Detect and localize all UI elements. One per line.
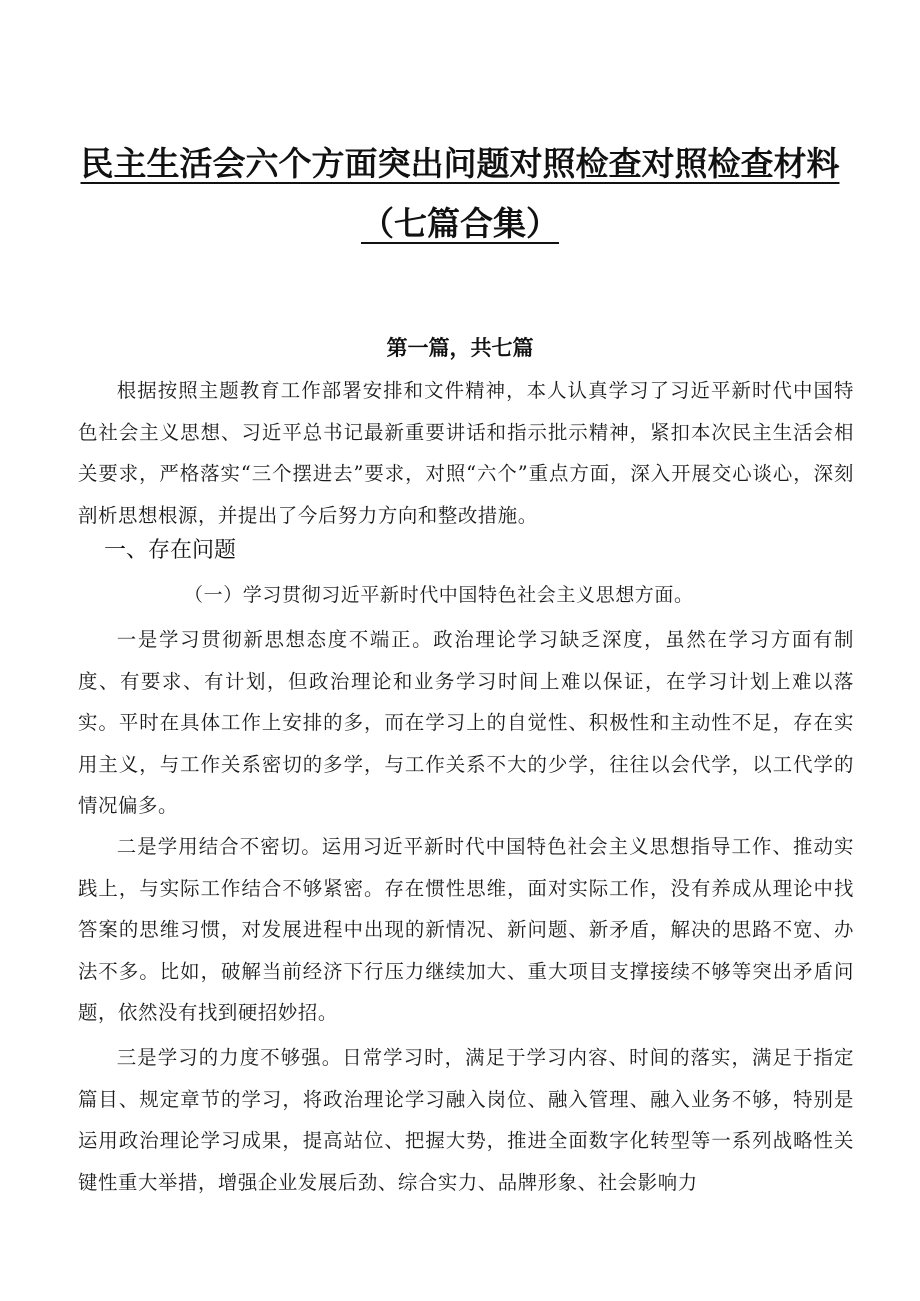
intro-paragraph: 根据按照主题教育工作部署安排和文件精神，本人认真学习了习近平新时代中国特色社会主义思想、习近平总书记最新重要讲话和指示批示精神，紧扣本次民主生活会相关要求，严格落实“三个摆进去”要求，对照“六个”重点方面，深入开展交心谈心，深刻剖析思想根源，并提出了今后努力方向和整改措施。: [78, 379, 854, 527]
section-heading: 一、存在问题: [104, 538, 237, 563]
body-paragraph: 三是学习的力度不够强。日常学习时，满足于学习内容、时间的落实，满足于指定篇目、规定章节的学习，将政治理论学习融入岗位、融入管理、融入业务不够，特别是运用政治理论学习成果，提高站位、把握大势，推进全面数字化转型等一系列战略性关键性重大举措，增强企业发展后劲、综合实力、品牌形象、社会影响力: [78, 1046, 854, 1194]
intro-block: [78, 370, 854, 536]
document-title-line1: 民主生活会六个方面突出问题对照检查对照检查材料: [80, 144, 840, 183]
document-subtitle: 第一篇，共七篇: [386, 336, 534, 360]
paragraph-block: [78, 619, 854, 827]
subsection-heading: （一）学习贯彻习近平新时代中国特色社会主义思想方面。: [184, 584, 694, 606]
body-paragraph: 二是学用结合不密切。运用习近平新时代中国特色社会主义思想指导工作、推动实践上，与实际工作结合不够紧密。存在惯性思维，面对实际工作，没有养成从理论中找答案的思维习惯，对发展进程中出现的新情况、新问题、新矛盾，解决的思路不宽、办法不多。比如，破解当前经济下行压力继续加大、重大项目支撑接续不够等突出矛盾问题，依然没有找到硬招妙招。: [78, 835, 854, 1024]
body-paragraph: 一是学习贯彻新思想态度不端正。政治理论学习缺乏深度，虽然在学习方面有制度、有要求、有计划，但政治理论和业务学习时间上难以保证，在学习计划上难以落实。平时在具体工作上安排的多，而在学习上的自觉性、积极性和主动性不足，存在实用主义，与工作关系密切的多学，与工作关系不大的少学，往往以会代学，以工代学的情况偏多。: [78, 628, 854, 817]
paragraph-block: [78, 1037, 854, 1203]
document-title-line2: （七篇合集）: [361, 204, 559, 243]
paragraph-block: [78, 826, 854, 1034]
